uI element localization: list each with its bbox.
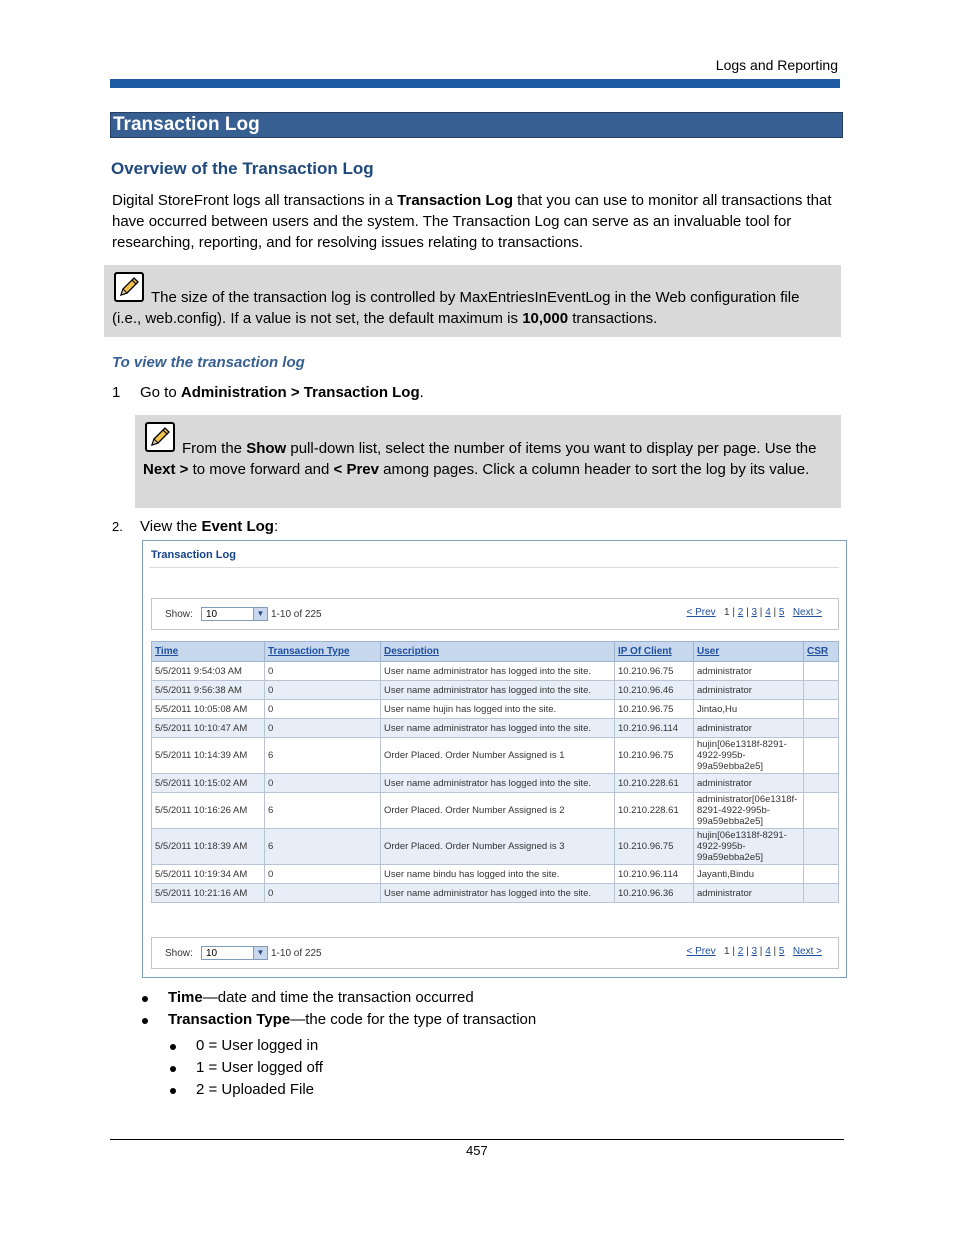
bullet-dot [142,996,148,1002]
show-label: Show: [165,609,193,620]
column-header-transaction-type[interactable] [265,642,381,662]
section-title-bar [110,112,843,138]
header-label[interactable]: Transaction Type [268,646,350,657]
bullet-dot [170,1066,176,1072]
table-header-row [152,642,839,662]
table-cell: 10.210.96.114 [615,865,694,884]
panel-title: Transaction Log [151,549,236,561]
page-link[interactable]: 5 [778,607,785,618]
table-row [152,738,839,774]
table-row [152,662,839,681]
page-link[interactable]: 3 [751,946,758,957]
header-label[interactable]: CSR [807,646,829,657]
table-cell: 10.210.96.75 [615,700,694,719]
page-link[interactable]: 3 [751,607,758,618]
header-rule [110,79,840,88]
note-text [112,287,832,329]
text-run: View the [140,518,202,535]
table-body [152,662,839,903]
header-label[interactable]: IP Of Client [618,646,672,657]
table-cell [804,681,839,700]
bullet-text [168,1011,536,1028]
table-cell [804,793,839,829]
table-cell: 6 [265,829,381,865]
column-header-ip[interactable] [615,642,694,662]
table-cell: 10.210.96.114 [615,719,694,738]
header-label[interactable]: Time [155,646,179,657]
table-cell: 5/5/2011 10:16:26 AM [152,793,265,829]
bullet-desc: —date and time the transaction occurred [202,989,474,1006]
table-row [152,719,839,738]
prev-link[interactable]: < Prev [686,946,716,957]
page-link[interactable]: 5 [778,946,785,957]
page-link[interactable]: 2 [737,946,744,957]
column-header-time[interactable] [152,642,265,662]
table-cell: 5/5/2011 9:56:38 AM [152,681,265,700]
overview-heading: Overview of the Transaction Log [111,159,374,178]
text-run: Go to [140,384,181,401]
procedure-heading: To view the transaction log [112,354,305,371]
next-link[interactable]: Next > [792,946,822,957]
text-run: : [273,518,279,535]
step-number: 2. [112,519,123,534]
table-cell: User name administrator has logged into the site. [381,681,615,700]
table-cell: 10.210.96.46 [615,681,694,700]
table-cell: 0 [265,700,381,719]
range-text: 1-10 of 225 [271,948,322,959]
table-cell: hujin[06e1318f-8291-4922-995b-99a59ebba2e5] [694,829,804,865]
table-cell: 6 [265,738,381,774]
step-text [140,384,424,401]
text-run-bold: Administration > Transaction Log [180,384,420,401]
table-cell: User name administrator has logged into the site. [381,884,615,903]
table-row [152,884,839,903]
transaction-table [151,641,839,903]
prev-link[interactable]: < Prev [686,607,716,618]
bullet-text: 0 = User logged in [196,1037,319,1054]
bullet-text: 2 = Uploaded File [196,1081,314,1098]
bullet-text: 1 = User logged off [196,1059,323,1076]
table-cell [804,829,839,865]
table-cell: administrator[06e1318f-8291-4922-995b-99a59ebba2e5] [694,793,804,829]
text-run-bold: Event Log [201,518,274,535]
page-link[interactable]: 4 [765,607,771,618]
text-run-bold: < Prev [333,461,379,478]
table-row [152,865,839,884]
bullet-term: Time [168,989,203,1006]
table-cell: 10.210.228.61 [615,774,694,793]
table-cell: 0 [265,681,381,700]
bullet-desc: —the code for the type of transaction [290,1011,537,1028]
column-header-description[interactable] [381,642,615,662]
text-run: transactions. [568,310,658,327]
table-cell: 5/5/2011 9:54:03 AM [152,662,265,681]
show-select[interactable] [201,607,268,621]
table-cell: administrator [694,719,804,738]
page-link[interactable]: 2 [737,607,744,618]
table-cell [804,719,839,738]
table-row [152,829,839,865]
text-run-bold: Show [246,440,287,457]
text-run: From the [182,440,247,457]
column-header-user[interactable] [694,642,804,662]
table-cell: Order Placed. Order Number Assigned is 2 [381,793,615,829]
text-run: pull-down list, select the number of items you want to display per page. Use the [286,440,817,457]
pager-top [151,598,839,630]
text-run-bold: Transaction Log [397,192,513,209]
table-cell: 10.210.228.61 [615,793,694,829]
table-cell [804,662,839,681]
table-cell: User name bindu has logged into the site. [381,865,615,884]
note-text [143,438,833,480]
note-box [135,415,841,508]
text-run: among pages. Click a column header to sort the log by its value. [379,461,810,478]
transaction-log-screenshot [142,540,847,978]
range-text: 1-10 of 225 [271,609,322,620]
text-run-bold: Next > [143,461,189,478]
note-box [104,265,841,337]
pager-bottom [151,937,839,969]
table-cell: 5/5/2011 10:15:02 AM [152,774,265,793]
table-cell: User name administrator has logged into the site. [381,719,615,738]
table-cell: User name administrator has logged into the site. [381,662,615,681]
text-run: to move forward and [188,461,334,478]
pagination: < Prev 1 | 2 | 3 | 4 | 5 Next > [686,946,822,957]
table-cell: 10.210.96.75 [615,829,694,865]
table-cell: administrator [694,662,804,681]
table-row [152,793,839,829]
chevron-down-icon[interactable]: ▼ [253,947,267,959]
show-label: Show: [165,948,193,959]
table-cell: administrator [694,884,804,903]
show-value: 10 [206,948,218,959]
bullet-dot [142,1018,148,1024]
table-cell: 0 [265,884,381,903]
page-number: 457 [466,1143,488,1158]
column-header-csr[interactable] [804,642,839,662]
pagination: < Prev 1 | 2 | 3 | 4 | 5 Next > [686,607,822,618]
next-link[interactable]: Next > [792,607,822,618]
table-row [152,774,839,793]
table-cell: 5/5/2011 10:18:39 AM [152,829,265,865]
step-text [140,518,278,535]
bullet-term: Transaction Type [168,1011,291,1028]
table-cell: administrator [694,774,804,793]
page-current: 1 [724,946,730,957]
bullet-dot [170,1088,176,1094]
bullet-text [168,989,474,1006]
text-run: The size of the transaction log is controlled by MaxEntriesInEventLog in the Web configuration file (i.e., web.config). If a value is not set, the default maximum is [112,289,800,327]
table-cell: User name hujin has logged into the site. [381,700,615,719]
table-cell: 0 [265,719,381,738]
table-cell: 0 [265,774,381,793]
table-cell [804,774,839,793]
table-cell: Jayanti,Bindu [694,865,804,884]
table-cell [804,884,839,903]
running-header: Logs and Reporting [715,57,838,73]
table-cell: Order Placed. Order Number Assigned is 1 [381,738,615,774]
section-title: Transaction Log [113,114,260,135]
table-cell: 10.210.96.75 [615,738,694,774]
table-cell: 0 [265,865,381,884]
table-cell: 0 [265,662,381,681]
table-cell [804,700,839,719]
show-select[interactable] [201,946,268,960]
table-cell: 5/5/2011 10:19:34 AM [152,865,265,884]
table-row [152,700,839,719]
table-cell: 6 [265,793,381,829]
table-cell: 5/5/2011 10:21:16 AM [152,884,265,903]
table-cell [804,865,839,884]
text-run: . [419,384,424,401]
footer-rule [110,1139,844,1140]
page-link[interactable]: 4 [765,946,771,957]
table-cell: administrator [694,681,804,700]
table-cell: User name administrator has logged into the site. [381,774,615,793]
table-cell: 10.210.96.75 [615,662,694,681]
table-row [152,681,839,700]
divider [149,567,839,568]
page-current: 1 [724,607,730,618]
table-cell: 5/5/2011 10:10:47 AM [152,719,265,738]
text-run-bold: 10,000 [522,310,569,327]
text-run: Digital StoreFront logs all transactions in a [112,192,398,209]
table-cell: 10.210.96.36 [615,884,694,903]
table-cell: hujin[06e1318f-8291-4922-995b-99a59ebba2e5] [694,738,804,774]
step-number: 1 [112,384,121,401]
table-cell [804,738,839,774]
bullet-dot [170,1044,176,1050]
show-value: 10 [206,609,218,620]
header-label[interactable]: Description [384,646,440,657]
header-label[interactable]: User [697,646,720,657]
table-cell: Jintao,Hu [694,700,804,719]
text-run: that you can use to monitor all transactions that have occurred between users and the system. The Transaction Log can serve as an invaluable tool for researching, reporting, and for resolving issues relating to transactions. [112,192,832,251]
table-cell: 5/5/2011 10:14:39 AM [152,738,265,774]
table-cell: Order Placed. Order Number Assigned is 3 [381,829,615,865]
overview-paragraph [112,190,840,253]
chevron-down-icon[interactable]: ▼ [253,608,267,620]
table-cell: 5/5/2011 10:05:08 AM [152,700,265,719]
